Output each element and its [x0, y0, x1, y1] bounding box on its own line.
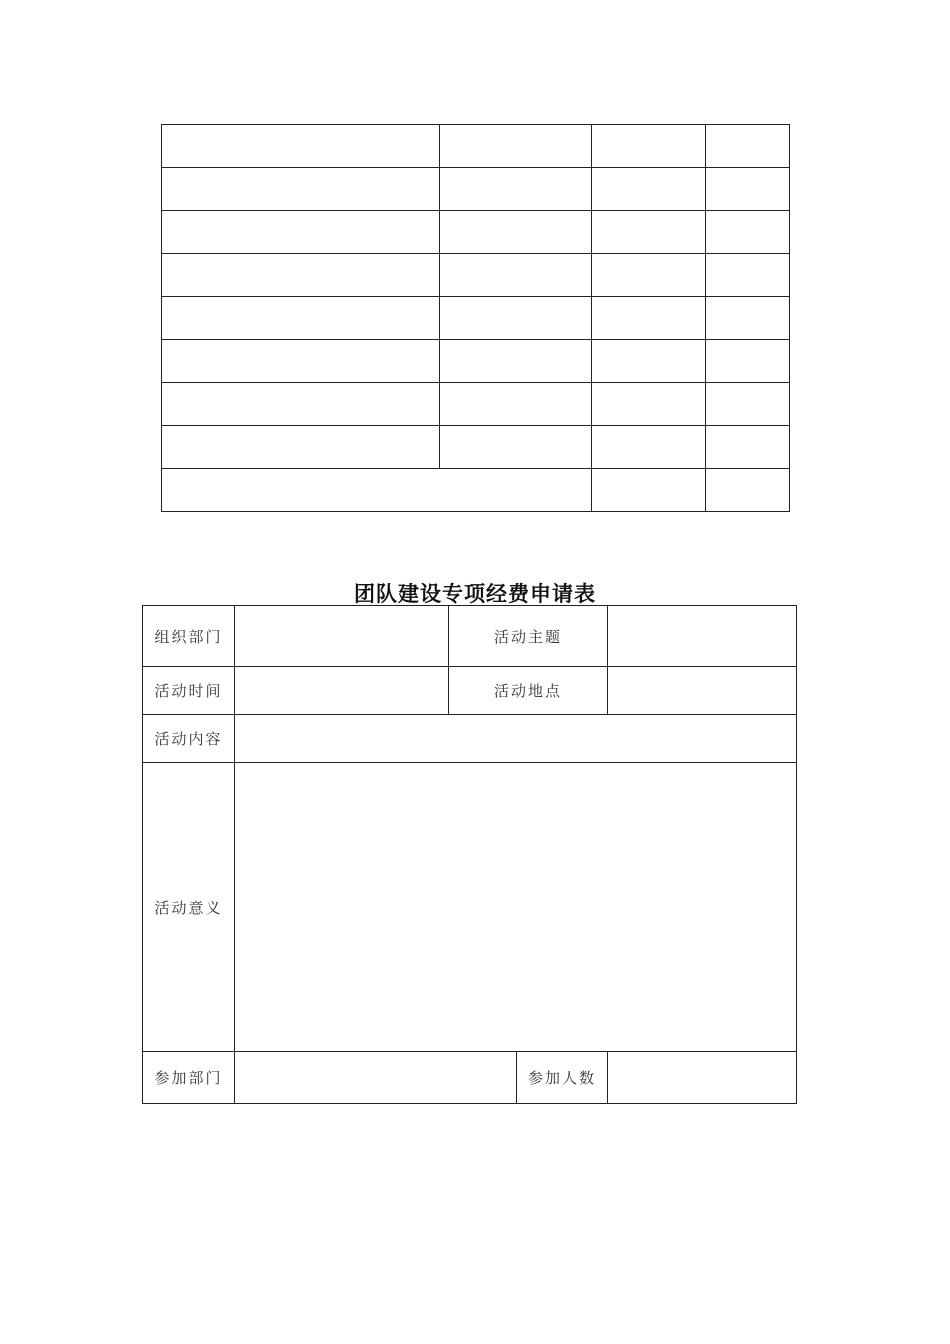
table-cell [162, 297, 440, 340]
significance-label: 活动意义 [143, 763, 235, 1052]
participant-count-field[interactable] [608, 1052, 797, 1104]
table-cell [440, 125, 592, 168]
table-row [162, 254, 790, 297]
content-field[interactable] [235, 715, 797, 763]
table-row [162, 297, 790, 340]
table-cell [162, 254, 440, 297]
table-cell [592, 469, 706, 512]
table-cell [162, 168, 440, 211]
form-title: 团队建设专项经费申请表 [354, 581, 596, 606]
table-cell [162, 211, 440, 254]
table-cell [706, 297, 790, 340]
theme-label: 活动主题 [449, 606, 608, 667]
table-cell [592, 125, 706, 168]
application-form-table [142, 605, 797, 1104]
table-row [162, 469, 790, 512]
table-cell [706, 168, 790, 211]
table-cell [440, 383, 592, 426]
table-cell [440, 254, 592, 297]
table-cell [162, 340, 440, 383]
table-cell [440, 426, 592, 469]
time-label: 活动时间 [143, 667, 235, 715]
table-cell [706, 426, 790, 469]
org-dept-label: 组织部门 [143, 606, 235, 667]
table-cell [592, 168, 706, 211]
form-row-participants [143, 1052, 797, 1104]
theme-field[interactable] [608, 606, 797, 667]
table-cell [592, 254, 706, 297]
table-cell [440, 340, 592, 383]
table-row [162, 211, 790, 254]
table-cell-merged [162, 469, 592, 512]
table-cell [592, 383, 706, 426]
table-cell [440, 297, 592, 340]
table-cell [706, 469, 790, 512]
form-row-content [143, 715, 797, 763]
table-cell [162, 426, 440, 469]
table-cell [440, 168, 592, 211]
table-cell [706, 211, 790, 254]
table-row [162, 168, 790, 211]
table-cell [706, 383, 790, 426]
table-row [162, 383, 790, 426]
org-dept-field[interactable] [235, 606, 449, 667]
table-row [162, 340, 790, 383]
participating-dept-field[interactable] [235, 1052, 517, 1104]
table-cell [706, 125, 790, 168]
table-cell [592, 426, 706, 469]
participating-dept-label: 参加部门 [143, 1052, 235, 1104]
form-row-time-location [143, 667, 797, 715]
table-cell [162, 383, 440, 426]
form-row-org-theme [143, 606, 797, 667]
table-cell [706, 254, 790, 297]
table-cell [162, 125, 440, 168]
participant-count-label: 参加人数 [517, 1052, 608, 1104]
table-cell [440, 211, 592, 254]
time-field[interactable] [235, 667, 449, 715]
table-cell [592, 211, 706, 254]
significance-field[interactable] [235, 763, 797, 1052]
blank-grid-table [161, 124, 790, 512]
table-row [162, 426, 790, 469]
table-cell [706, 340, 790, 383]
location-field[interactable] [608, 667, 797, 715]
table-cell [592, 297, 706, 340]
table-cell [592, 340, 706, 383]
form-row-significance [143, 763, 797, 1052]
content-label: 活动内容 [143, 715, 235, 763]
location-label: 活动地点 [449, 667, 608, 715]
table-row [162, 125, 790, 168]
